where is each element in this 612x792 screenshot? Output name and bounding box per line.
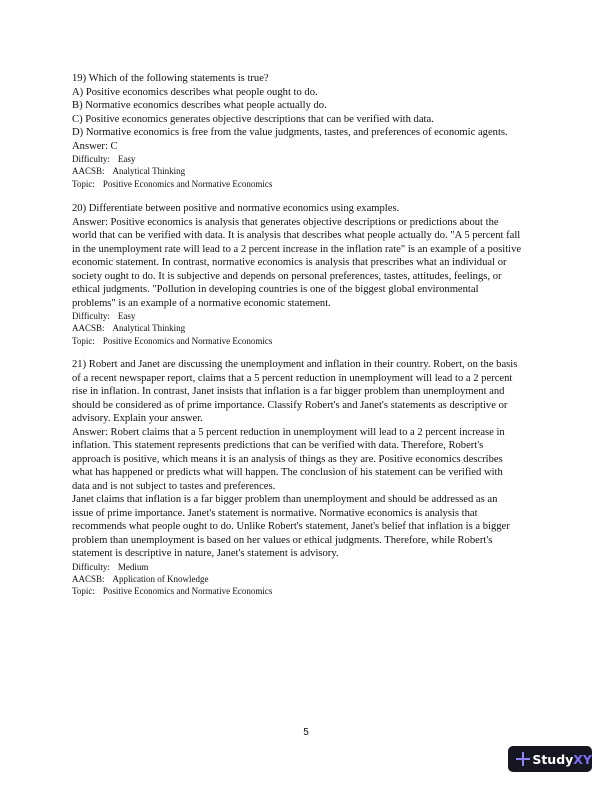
logo-text-study: Study xyxy=(532,751,574,767)
text-line: issue of prime importance. Janet's statement is normative. Normative economics is analysis that xyxy=(72,507,478,519)
text-line: 21) Robert and Janet are discussing the unemployment and inflation in their country. Robert, on the basis xyxy=(72,359,518,370)
difficulty-value: Medium xyxy=(117,561,149,572)
question-21 xyxy=(72,358,517,597)
aacsb-value: Analytical Thinking xyxy=(112,166,186,177)
text-line: economic statement. In contrast, normative economics is analysis that prescribes what an individual or xyxy=(72,257,507,268)
aacsb-meta xyxy=(72,322,521,334)
text-line: Janet claims that inflation is a far bigger problem than unemployment and should be addressed as an xyxy=(72,494,498,505)
aacsb-meta xyxy=(72,573,517,585)
text-line: statement is descriptive in nature, Janet's statement is advisory. xyxy=(72,548,339,559)
aacsb-value: Analytical Thinking xyxy=(112,323,186,334)
text-line: Answer: C xyxy=(72,140,118,152)
text-line: world that can be verified with data. It is analysis that describes what people actually do. "A 5 percent fall xyxy=(72,230,521,241)
text-line: of a recent newspaper report, claims that a 5 percent reduction in unemployment will lead to a 2 percent xyxy=(72,372,513,384)
difficulty-meta xyxy=(72,153,508,165)
text-line: in the unemployment rate will lead to a 2 percent increase in the inflation rate" is an example of a positive xyxy=(72,243,522,255)
text-line: 19) Which of the following statements is true? xyxy=(72,73,269,84)
difficulty-meta xyxy=(72,561,517,573)
topic-value: Positive Economics and Normative Economics xyxy=(102,335,273,346)
topic-meta xyxy=(72,335,521,347)
text-line: what has happened or predicts what will happen. The conclusion of his statement can be verified with xyxy=(72,467,503,478)
text-line: advisory. Explain your answer. xyxy=(72,413,203,424)
text-line: ethical judgments. "Pollution in developing countries is one of the biggest global environmental xyxy=(72,284,479,295)
studyxy-logo xyxy=(508,746,592,772)
difficulty-meta xyxy=(72,310,521,322)
aacsb-value: Application of Knowledge xyxy=(112,573,209,584)
question-20 xyxy=(72,202,521,347)
aacsb-meta xyxy=(72,165,508,177)
logo-text-xy: XY xyxy=(573,751,592,767)
text-line: B) Normative economics describes what people actually do. xyxy=(72,100,327,111)
difficulty-value: Easy xyxy=(117,154,136,164)
text-line: C) Positive economics generates objective descriptions that can be verified with data. xyxy=(72,113,434,125)
text-line: Answer: Positive economics is analysis that generates objective descriptions or predictions about the xyxy=(72,216,499,228)
topic-label: Topic: xyxy=(72,178,95,189)
text-line: rise in inflation. In contrast, Janet insists that inflation is a far bigger problem than unemployment and xyxy=(72,386,505,397)
topic-label: Topic: xyxy=(72,586,95,597)
aacsb-label: AACSB: xyxy=(72,166,105,177)
page-number: 5 xyxy=(303,727,309,738)
text-line: problem than unemployment is based on her values or ethical judgments. Therefore, while Robert's xyxy=(72,534,493,546)
text-line: D) Normative economics is free from the value judgments, tastes, and preferences of economic agents. xyxy=(72,127,508,138)
difficulty-label: Difficulty: xyxy=(72,154,110,164)
aacsb-label: AACSB: xyxy=(72,323,105,334)
topic-meta xyxy=(72,178,508,190)
text-line: should be considered as of prime importance. Classify Robert's and Janet's statements as descriptive or xyxy=(72,399,508,411)
text-line: problems" is an example of a normative economic statement. xyxy=(72,297,331,309)
question-19 xyxy=(72,72,508,190)
plus-icon xyxy=(516,752,527,766)
text-line: Answer: Robert claims that a 5 percent reduction in unemployment will lead to a 2 percent increase in xyxy=(72,426,505,438)
topic-label: Topic: xyxy=(72,335,95,346)
difficulty-label: Difficulty: xyxy=(72,561,110,572)
topic-value: Positive Economics and Normative Economics xyxy=(102,178,273,189)
text-line: inflation. This statement represents predictions that can be verified with data. Therefore, Robert's xyxy=(72,440,484,451)
text-line: data and is not subject to tastes and preferences. xyxy=(72,480,276,492)
difficulty-value: Easy xyxy=(117,311,136,321)
text-line: society ought to do. It is subjective and depends on personal preferences, tastes, attitudes, feelings, or xyxy=(72,270,502,282)
difficulty-label: Difficulty: xyxy=(72,311,110,321)
text-line: 20) Differentiate between positive and normative economics using examples. xyxy=(72,203,400,214)
text-line: A) Positive economics describes what people ought to do. xyxy=(72,86,318,98)
aacsb-label: AACSB: xyxy=(72,573,105,584)
text-line: recommends what people ought to do. Unlike Robert's statement, Janet's belief that inflation is a bigger xyxy=(72,521,510,532)
text-line: approach is positive, which means it is an analysis of things as they are. Positive economics describes xyxy=(72,453,503,465)
topic-value: Positive Economics and Normative Economics xyxy=(102,586,273,597)
topic-meta xyxy=(72,585,517,597)
